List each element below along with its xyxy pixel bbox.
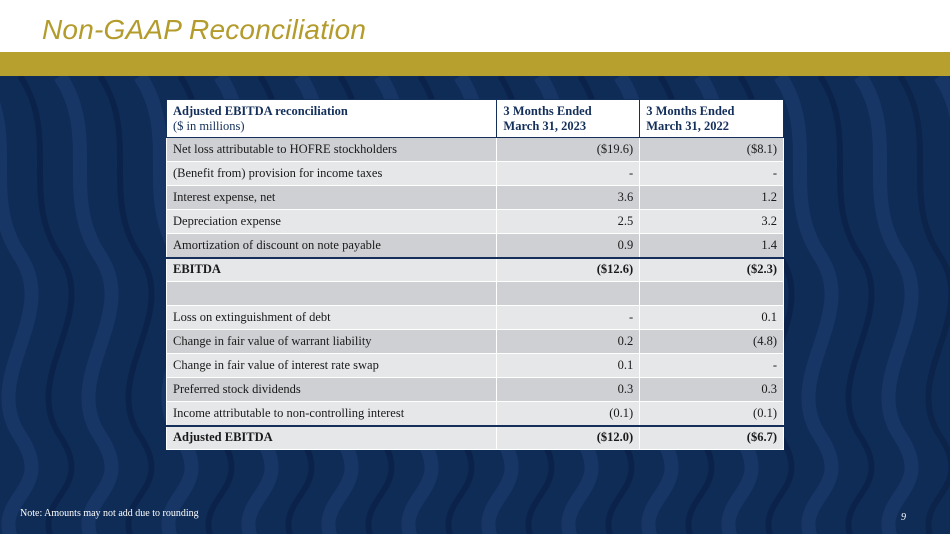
ebitda-total-row <box>167 258 784 282</box>
page-title: Non-GAAP Reconciliation <box>42 14 367 45</box>
row-value-2023: 0.1 <box>497 354 640 378</box>
table-row <box>167 186 784 210</box>
row-label: Preferred stock dividends <box>167 378 497 402</box>
row-label: (Benefit from) provision for income taxes <box>167 162 497 186</box>
header-title: Adjusted EBITDA reconciliation <box>173 104 348 118</box>
reconciliation-table-container <box>166 99 784 450</box>
table-row <box>167 402 784 426</box>
footnote: Note: Amounts may not add due to rounding <box>20 508 199 519</box>
row-label: Change in fair value of warrant liability <box>167 330 497 354</box>
adjusted-ebitda-total-row <box>167 426 784 450</box>
row-value-2022: ($8.1) <box>640 138 784 162</box>
row-value-2023: 0.2 <box>497 330 640 354</box>
header-2022-line1: 3 Months Ended <box>646 104 735 118</box>
spacer-row <box>167 282 784 306</box>
page-number: 9 <box>901 512 906 523</box>
gold-divider-bar <box>0 52 950 76</box>
row-label: Interest expense, net <box>167 186 497 210</box>
row-value-2023: (0.1) <box>497 402 640 426</box>
table-row <box>167 306 784 330</box>
header-2022-line2: March 31, 2022 <box>646 119 729 133</box>
reconciliation-table <box>166 99 784 450</box>
row-value-2022: 0.1 <box>640 306 784 330</box>
row-label: Net loss attributable to HOFRE stockholders <box>167 138 497 162</box>
row-value-2023: - <box>497 306 640 330</box>
row-label: EBITDA <box>167 258 497 282</box>
header-2022 <box>640 100 784 138</box>
row-value-2023: 0.3 <box>497 378 640 402</box>
row-value-2023: 3.6 <box>497 186 640 210</box>
row-value-2022: 0.3 <box>640 378 784 402</box>
table-row <box>167 162 784 186</box>
row-value-2022: 1.4 <box>640 234 784 258</box>
row-label: Change in fair value of interest rate swap <box>167 354 497 378</box>
row-label: Depreciation expense <box>167 210 497 234</box>
row-label: Loss on extinguishment of debt <box>167 306 497 330</box>
table-row <box>167 330 784 354</box>
table-header-row <box>167 100 784 138</box>
table-row <box>167 210 784 234</box>
table-row <box>167 378 784 402</box>
table-row <box>167 138 784 162</box>
row-value-2023: ($19.6) <box>497 138 640 162</box>
row-value-2022: 1.2 <box>640 186 784 210</box>
row-value-2022: ($6.7) <box>640 426 784 450</box>
table-row <box>167 354 784 378</box>
row-value-2023 <box>497 282 640 306</box>
row-value-2022: (0.1) <box>640 402 784 426</box>
row-value-2023: ($12.0) <box>497 426 640 450</box>
header-2023-line2: March 31, 2023 <box>503 119 587 133</box>
row-label: Income attributable to non-controlling interest <box>167 402 497 426</box>
row-label: Amortization of discount on note payable <box>167 234 497 258</box>
row-value-2023: ($12.6) <box>497 258 640 282</box>
row-value-2022: (4.8) <box>640 330 784 354</box>
table-row <box>167 234 784 258</box>
row-value-2022: 3.2 <box>640 210 784 234</box>
header-2023-line1: 3 Months Ended <box>503 104 592 118</box>
row-value-2022: - <box>640 354 784 378</box>
row-value-2022 <box>640 282 784 306</box>
row-label <box>167 282 497 306</box>
header-units: ($ in millions) <box>173 119 245 133</box>
row-value-2022: - <box>640 162 784 186</box>
row-value-2022: ($2.3) <box>640 258 784 282</box>
header-reconciliation <box>167 100 497 138</box>
row-label: Adjusted EBITDA <box>167 426 497 450</box>
row-value-2023: 0.9 <box>497 234 640 258</box>
header-2023 <box>497 100 640 138</box>
header-band <box>0 0 950 52</box>
row-value-2023: - <box>497 162 640 186</box>
row-value-2023: 2.5 <box>497 210 640 234</box>
